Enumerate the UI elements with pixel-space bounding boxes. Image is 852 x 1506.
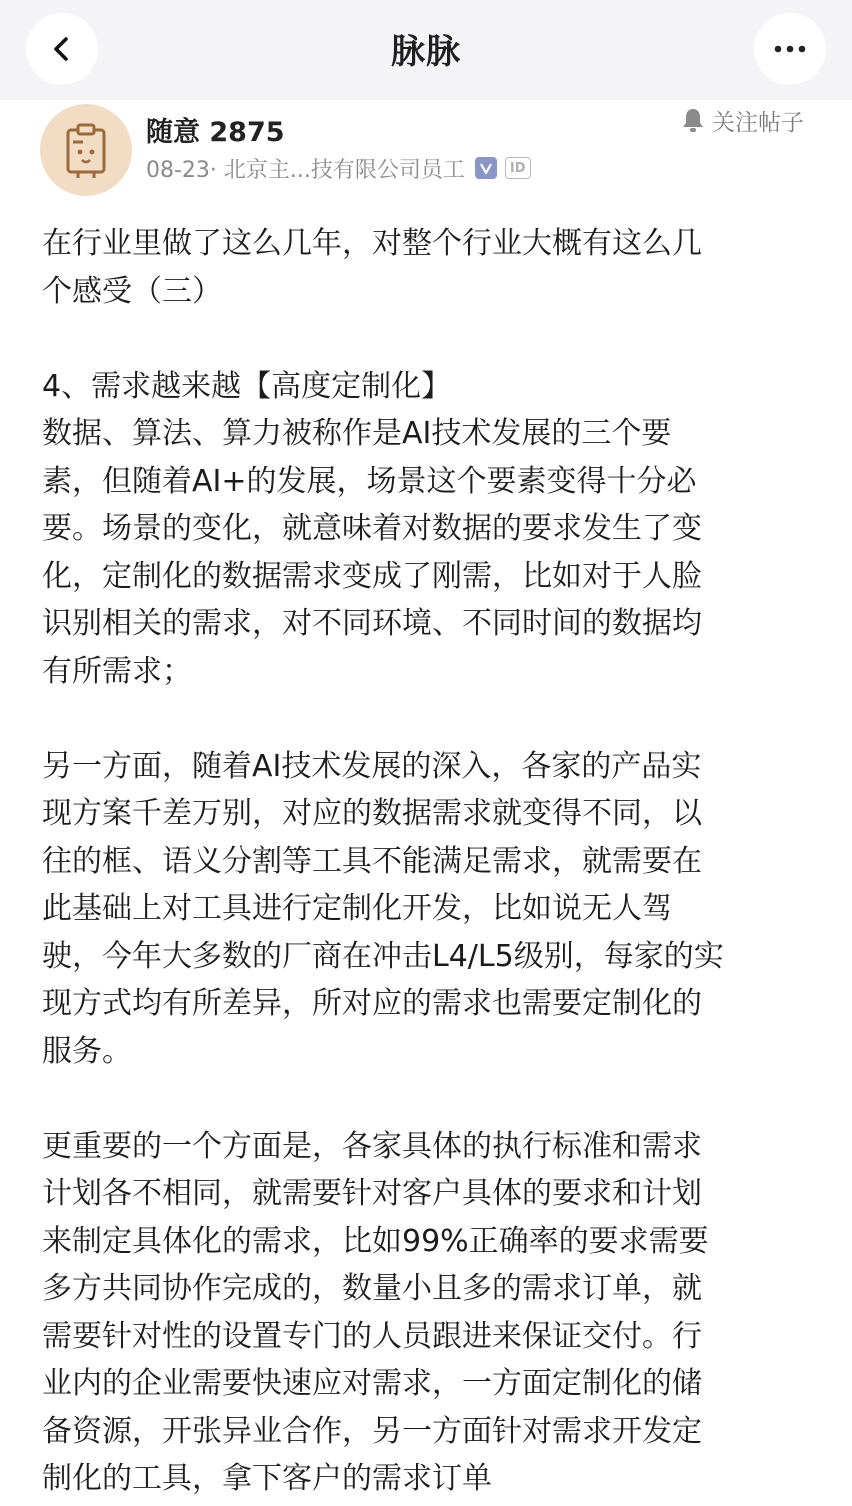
post-title: 在行业里做了这么几年，对整个行业大概有这么几 个感受（三） <box>42 226 702 309</box>
author-meta <box>146 154 531 182</box>
clipboard-mascot-icon <box>58 120 114 180</box>
page-title: 脉脉 <box>391 32 461 72</box>
more-options-button[interactable] <box>754 13 826 85</box>
follow-post-label: 关注帖子 <box>712 109 804 136</box>
follow-post-button[interactable] <box>680 104 804 136</box>
author-row <box>0 100 852 200</box>
post-paragraph: 另一方面，随着AI技术发展的深入，各家的产品实 现方案千差万别，对应的数据需求就变得不同，以 往的框、语义分割等工具不能满足需求，就需要在 此基础上对工具进行定制化开发，比如说无人驾 驶，今年大多数的厂商在冲击L4/L5级别，每家的实 现方式均有所差异，所对应的需求也需要定制化的 服务。 <box>42 748 724 1069</box>
verified-badge-icon <box>475 157 497 179</box>
top-nav-bar <box>0 0 852 100</box>
post-paragraph: 4、需求越来越【高度定制化】 数据、算法、算力被称作是AI技术发展的三个要 素，但随着AI+的发展，场景这个要素变得十分必 要。场景的变化，就意味着对数据的要求发生了变 化，定制化的数据需求变成了刚需，比如对于人脸 识别相关的需求，对不同环境、不同时间的数据均 有所需求； <box>42 368 702 689</box>
avatar[interactable] <box>40 104 132 196</box>
id-badge-icon: ID <box>505 157 531 179</box>
post-content <box>42 220 818 1503</box>
post-date-company: 08-23· 北京主...技有限公司员工 <box>146 157 465 183</box>
more-dots-icon <box>773 44 807 54</box>
bell-icon <box>680 106 706 134</box>
author-name[interactable]: 随意 2875 <box>146 117 285 148</box>
post-paragraph: 更重要的一个方面是，各家具体的执行标准和需求 计划各不相同，就需要针对客户具体的要求和计划 来制定具体化的需求，比如99%正确率的要求需要 多方共同协作完成的，数量小且多的需求订单，就 需要针对性的设置专门的人员跟进来保证交付。行 业内的企业需要快速应对需求，一方面定制化的储 备资源，开张异业合作，另一方面针对需求开发定 制化的工具，拿下客户的需求订单 <box>42 1128 709 1496</box>
